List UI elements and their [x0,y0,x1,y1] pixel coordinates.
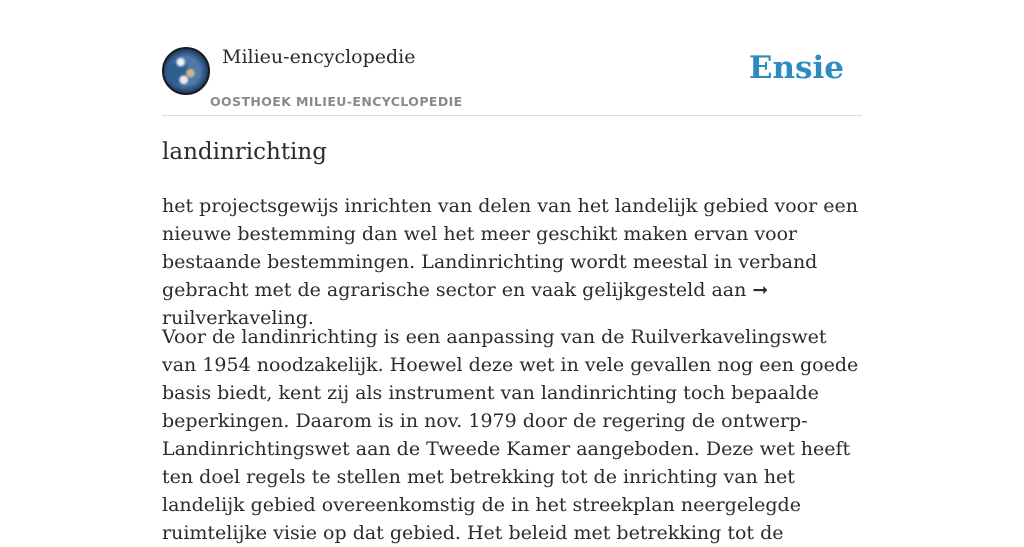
definition-end: . [307,307,314,329]
site-header [162,0,862,116]
link-ruilverkaveling[interactable]: ruilverkaveling [162,307,308,329]
page-title: landinrichting [162,139,327,165]
site-subtitle: OOSTHOEK MILIEU-ENCYCLOPEDIE [210,94,463,109]
site-name[interactable]: Milieu-encyclopedie [222,46,416,68]
definition-paragraph [162,192,862,332]
brand-logo[interactable]: Ensie [748,50,844,86]
globe-icon[interactable] [162,47,210,95]
definition-text: het projectsgewijs inrichten van delen van het landelijk gebied voor een nieuwe bestemming dan wel het meer geschikt maken ervan voor bestaande bestemmingen. Landinrichting wordt meestal in verband gebracht met de agrarische sector en vaak gelijkgesteld aan [162,195,858,301]
arrow-icon: ➞ [752,279,769,301]
body-paragraph: Voor de landinrichting is een aanpassing van de Ruilverkavelingswet van 1954 noodzakelijk. Hoewel deze wet in vele gevallen nog een goede basis biedt, kent zij als instrument van landinrichting toch bepaalde beperkingen. Daarom is in nov. 1979 door de regering de ontwerp-Landinrichtingswet aan de Tweede Kamer aangeboden. Deze wet heeft ten doel regels te stellen met betrekking tot de inrichting van het landelijk gebied overeenkomstig de in het streekplan neergelegde ruimtelijke visie op dat gebied. Het beleid met betrekking tot de [162,326,859,544]
page-container [162,0,862,544]
